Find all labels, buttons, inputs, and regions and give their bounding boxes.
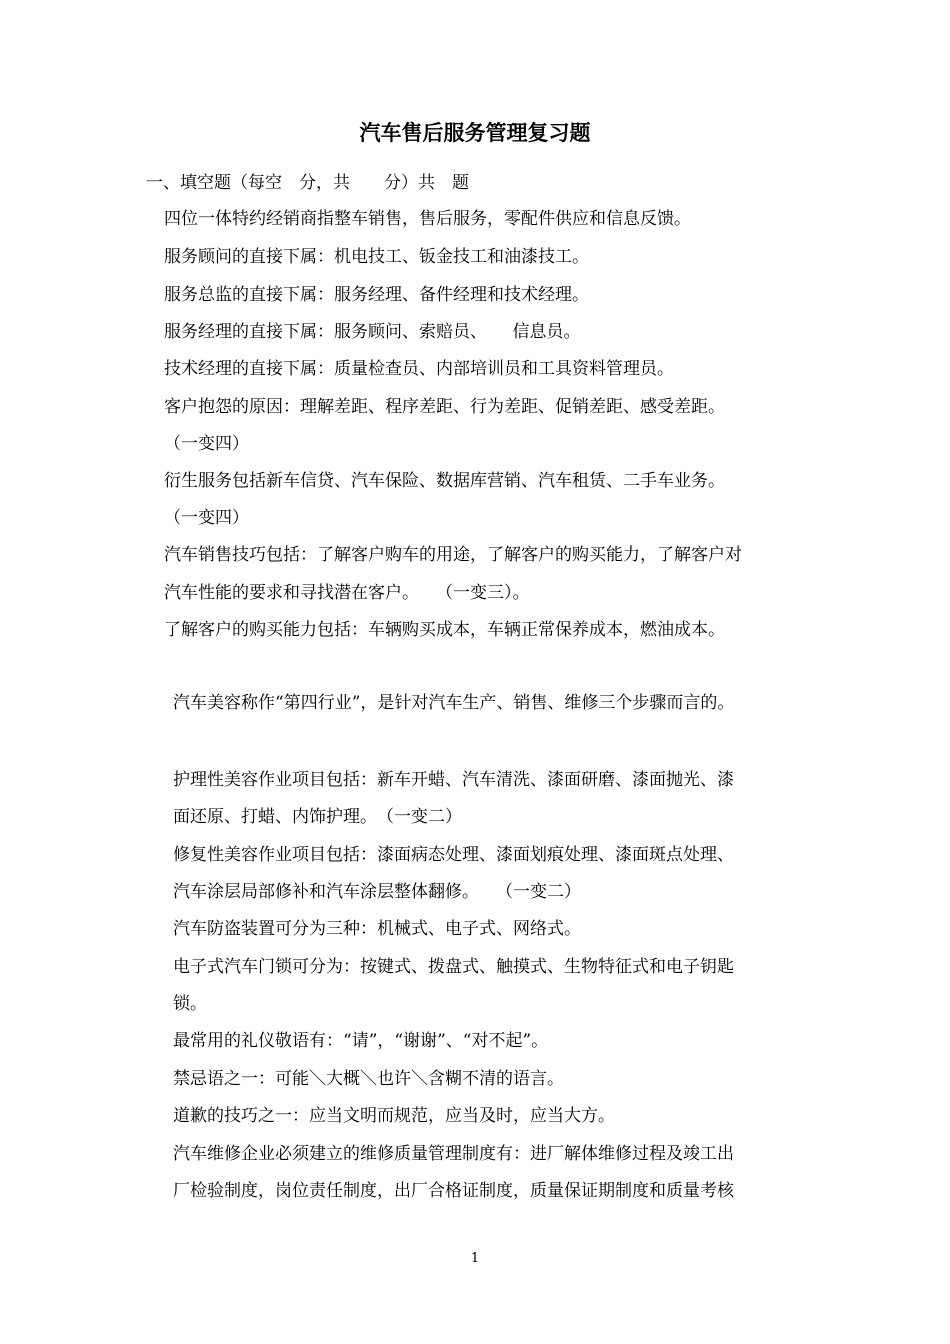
document-title: 汽车售后服务管理复习题 xyxy=(359,121,591,145)
text-line: 了解客户的购买能力包括：车辆购买成本，车辆正常保养成本，燃油成本。 xyxy=(164,620,725,640)
page-number: 1 xyxy=(470,1251,480,1266)
section-heading: 一、填空题（每空 分，共 分）共 题 xyxy=(146,173,469,193)
text-line: 汽车销售技巧包括：了解客户购车的用途，了解客户的购买能力，了解客户对 xyxy=(164,545,742,565)
text-line: 技术经理的直接下属：质量检查员、内部培训员和工具资料管理员。 xyxy=(164,359,674,379)
text-line: 服务顾问的直接下属：机电技工、钣金技工和油漆技工。 xyxy=(164,247,589,267)
text-line: 汽车涂层局部修补和汽车涂层整体翻修。 （一变二） xyxy=(173,882,581,902)
text-line: 禁忌语之一：可能＼大概＼也许＼含糊不清的语言。 xyxy=(173,1069,564,1089)
text-line: 修复性美容作业项目包括：漆面病态处理、漆面划痕处理、漆面斑点处理、 xyxy=(173,845,734,865)
text-line: 服务总监的直接下属：服务经理、备件经理和技术经理。 xyxy=(164,285,589,305)
text-line: 客户抱怨的原因：理解差距、程序差距、行为差距、促销差距、感受差距。 xyxy=(164,397,725,417)
text-line: 道歉的技巧之一：应当文明而规范，应当及时，应当大方。 xyxy=(173,1106,615,1126)
text-line: 锁。 xyxy=(173,994,207,1014)
text-line: 厂检验制度，岗位责任制度，出厂合格证制度，质量保证期制度和质量考核 xyxy=(173,1181,734,1201)
text-line: （一变四） xyxy=(164,434,249,454)
text-line: 面还原、打蜡、内饰护理。 （一变二） xyxy=(173,807,462,827)
text-line: 服务经理的直接下属：服务顾问、索赔员、 信息员。 xyxy=(164,322,581,342)
text-line: 最常用的礼仪敬语有：“请”，“谢谢”、“对不起”。 xyxy=(173,1031,549,1051)
text-line: （一变四） xyxy=(164,508,249,528)
text-line: 四位一体特约经销商指整车销售，售后服务，零配件供应和信息反馈。 xyxy=(164,209,691,229)
text-line: 汽车美容称作“第四行业”，是针对汽车生产、销售、维修三个步骤而言的。 xyxy=(173,693,735,713)
text-line: 汽车性能的要求和寻找潜在客户。 （一变三）。 xyxy=(164,583,530,603)
text-line: 护理性美容作业项目包括：新车开蜡、汽车清洗、漆面研磨、漆面抛光、漆 xyxy=(173,770,734,790)
text-line: 衍生服务包括新车信贷、汽车保险、数据库营销、汽车租赁、二手车业务。 xyxy=(164,471,725,491)
text-line: 汽车维修企业必须建立的维修质量管理制度有：进厂解体维修过程及竣工出 xyxy=(173,1144,734,1164)
text-line: 电子式汽车门锁可分为：按键式、拨盘式、触摸式、生物特征式和电子钥匙 xyxy=(173,957,734,977)
text-line: 汽车防盗装置可分为三种：机械式、电子式、网络式。 xyxy=(173,919,581,939)
